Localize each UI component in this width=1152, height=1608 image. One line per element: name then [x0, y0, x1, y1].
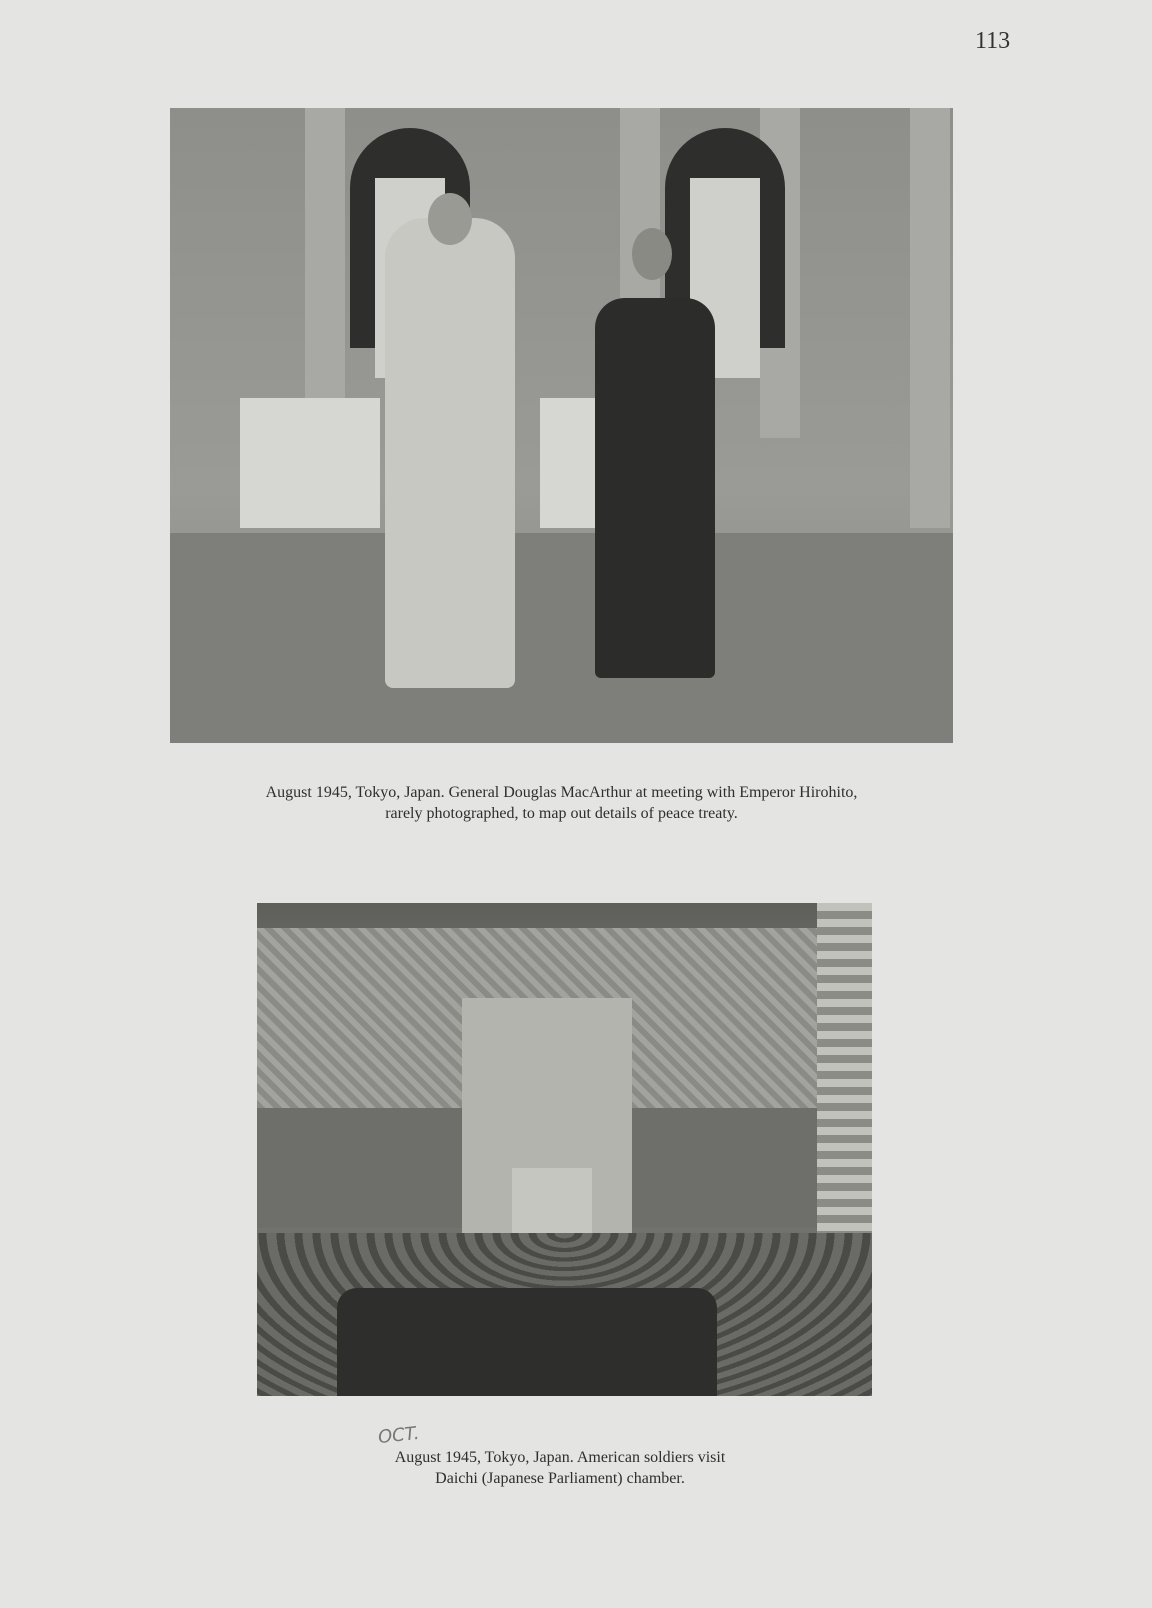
- caption-line: rarely photographed, to map out details of peace treaty.: [385, 805, 738, 822]
- caption-photo-1: [180, 782, 943, 824]
- macarthur-figure: [385, 218, 515, 688]
- floor: [170, 533, 953, 743]
- column: [910, 108, 950, 528]
- caption-line: August 1945, Tokyo, Japan. General Douglas MacArthur at meeting with Emperor Hirohito,: [265, 784, 858, 801]
- drape: [817, 903, 872, 1263]
- hirohito-head: [632, 228, 672, 280]
- photo-parliament-chamber: [257, 903, 872, 1396]
- hirohito-figure: [595, 298, 715, 678]
- soldiers-silhouettes: [337, 1288, 717, 1396]
- photo-macarthur-hirohito: [170, 108, 953, 743]
- page-number: 113: [975, 28, 1011, 54]
- caption-line: August 1945, Tokyo, Japan. American soldiers visit: [394, 1449, 726, 1466]
- caption-photo-2: [330, 1447, 790, 1489]
- sofa: [240, 398, 380, 528]
- handwritten-annotation: OCT.: [377, 1422, 421, 1449]
- macarthur-head: [428, 193, 472, 245]
- caption-line: Daichi (Japanese Parliament) chamber.: [435, 1470, 685, 1487]
